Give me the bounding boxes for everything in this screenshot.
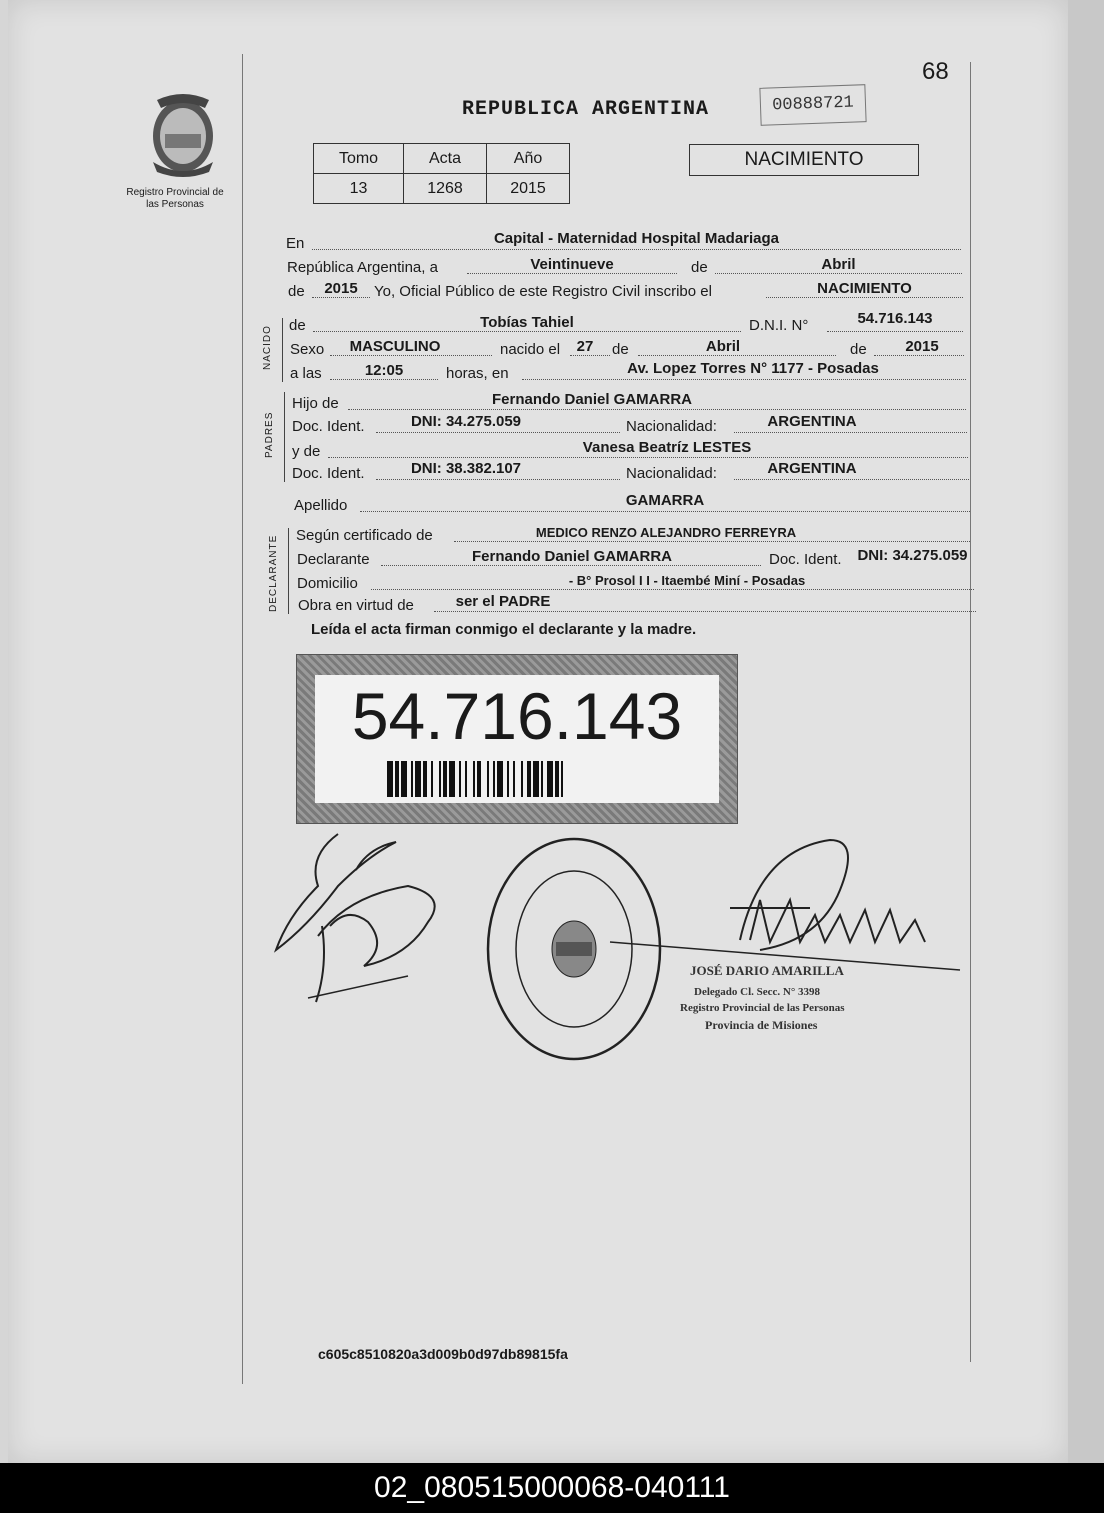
declarant-signature-icon — [268, 826, 458, 1006]
label-obra: Obra en virtud de — [298, 597, 414, 614]
table-header-acta: Acta — [404, 144, 487, 174]
label-nac-mother: Nacionalidad: — [626, 465, 717, 482]
value-mother-doc: DNI: 38.382.107 — [410, 460, 522, 477]
value-child-name: Tobías Tahiel — [480, 314, 574, 331]
row-official — [288, 280, 963, 302]
label-de: de — [691, 259, 708, 276]
section-padres-label: PADRES — [264, 411, 275, 458]
value-day-words: Veintinueve — [530, 256, 614, 273]
label-a-las: a las — [290, 365, 322, 382]
value-obra: ser el PADRE — [455, 593, 551, 610]
row-time-place — [290, 362, 966, 384]
right-margin-line — [970, 62, 971, 1362]
label-de-child: de — [289, 317, 306, 334]
value-father-doc: DNI: 34.275.059 — [410, 413, 522, 430]
table-header-ano: Año — [487, 144, 570, 174]
official-signature-icon — [600, 830, 970, 980]
value-father-nationality: ARGENTINA — [767, 413, 857, 430]
value-birth-year: 2015 — [905, 338, 939, 355]
scan-footer-id: 02_080515000068-040111 — [0, 1463, 1104, 1513]
row-sex-birthdate — [290, 338, 964, 360]
section-declarante-label: DECLARANTE — [268, 534, 279, 612]
label-de-month: de — [612, 341, 629, 358]
label-doc-father: Doc. Ident. — [292, 418, 365, 435]
label-certificado: Según certificado de — [296, 527, 433, 544]
label-nac-father: Nacionalidad: — [626, 418, 717, 435]
record-type-box: NACIMIENTO — [689, 144, 919, 176]
label-de-year: de — [288, 283, 305, 300]
label-en: En — [286, 235, 305, 252]
row-apellido — [294, 494, 970, 516]
registry-logo — [120, 90, 230, 211]
value-birth-place: Av. Lopez Torres N° 1177 - Posadas — [627, 360, 879, 377]
document-hash: c605c8510820a3d009b0d97db89815fa — [318, 1346, 568, 1362]
value-year: 2015 — [324, 280, 358, 297]
dni-barcode-label — [296, 654, 738, 824]
form-number-stamp: 00888721 — [759, 84, 866, 126]
table-header-tomo: Tomo — [314, 144, 404, 174]
country-title: REPUBLICA ARGENTINA — [462, 98, 710, 121]
row-declarante — [297, 548, 972, 570]
table-cell-ano: 2015 — [487, 174, 570, 204]
value-time: 12:05 — [364, 362, 404, 379]
value-place: Capital - Maternidad Hospital Madariaga — [493, 230, 780, 247]
registry-table — [313, 143, 570, 204]
label-de-year2: de — [850, 341, 867, 358]
row-certificado — [296, 524, 970, 546]
value-child-dni: 54.716.143 — [857, 310, 933, 327]
value-sex: MASCULINO — [349, 338, 441, 355]
value-birth-month: Abril — [705, 338, 741, 355]
label-republica: República Argentina, a — [287, 259, 438, 276]
row-place — [286, 232, 961, 254]
value-domicilio: - B° Prosol I I - Itaembé Miní - Posadas — [568, 573, 806, 588]
table-row — [314, 174, 570, 204]
row-domicilio — [297, 572, 974, 594]
registry-logo-caption: Registro Provincial de las Personas — [126, 187, 224, 210]
table-cell-tomo: 13 — [314, 174, 404, 204]
value-month: Abril — [821, 256, 856, 273]
row-obra — [298, 594, 976, 616]
official-registry: Registro Provincial de las Personas — [680, 1002, 845, 1014]
official-title: Delegado Cl. Secc. N° 3398 — [694, 986, 820, 998]
label-official: Yo, Oficial Público de este Registro Civil inscribo el — [374, 283, 712, 300]
row-mother — [292, 440, 968, 462]
row-mother-doc — [292, 462, 969, 484]
page-edge — [1068, 0, 1104, 1463]
value-apellido: GAMARRA — [625, 492, 705, 509]
barcode-number: 54.716.143 — [351, 679, 683, 753]
label-doc-mother: Doc. Ident. — [292, 465, 365, 482]
value-birth-day: 27 — [576, 338, 594, 355]
value-mother-name: Vanesa Beatríz LESTES — [582, 439, 752, 456]
barcode-bars-icon — [387, 761, 647, 797]
label-dni: D.N.I. N° — [749, 317, 809, 334]
provincial-coat-of-arms-icon — [143, 90, 223, 180]
value-declarante-doc: DNI: 34.275.059 — [857, 547, 968, 564]
label-apellido: Apellido — [294, 497, 348, 514]
value-certificado: MEDICO RENZO ALEJANDRO FERREYRA — [535, 525, 797, 540]
row-child-name — [289, 310, 963, 336]
label-domicilio: Domicilio — [297, 575, 358, 592]
section-nacido-label: NACIDO — [262, 325, 273, 370]
row-father — [292, 392, 966, 414]
label-declarante: Declarante — [297, 551, 370, 568]
label-doc-declarante: Doc. Ident. — [769, 551, 842, 568]
row-date — [287, 256, 962, 278]
label-nacido-el: nacido el — [500, 341, 561, 358]
label-y-de: y de — [292, 443, 321, 460]
row-father-doc — [292, 415, 967, 437]
value-father-name: Fernando Daniel GAMARRA — [491, 391, 692, 408]
label-hijo-de: Hijo de — [292, 395, 339, 412]
table-cell-acta: 1268 — [404, 174, 487, 204]
left-margin-line — [242, 54, 243, 1384]
table-row — [314, 144, 570, 174]
value-declarante-name: Fernando Daniel GAMARRA — [471, 548, 672, 565]
label-sexo: Sexo — [290, 341, 325, 358]
value-inscription-type: NACIMIENTO — [817, 280, 912, 297]
official-province: Provincia de Misiones — [705, 1018, 818, 1032]
closing-text: Leída el acta firman conmigo el declarante y la madre. — [311, 621, 697, 638]
label-horas: horas, en — [446, 365, 509, 382]
official-name: JOSÉ DARIO AMARILLA — [690, 963, 844, 978]
value-mother-nationality: ARGENTINA — [767, 460, 857, 477]
page-number: 68 — [922, 58, 949, 85]
